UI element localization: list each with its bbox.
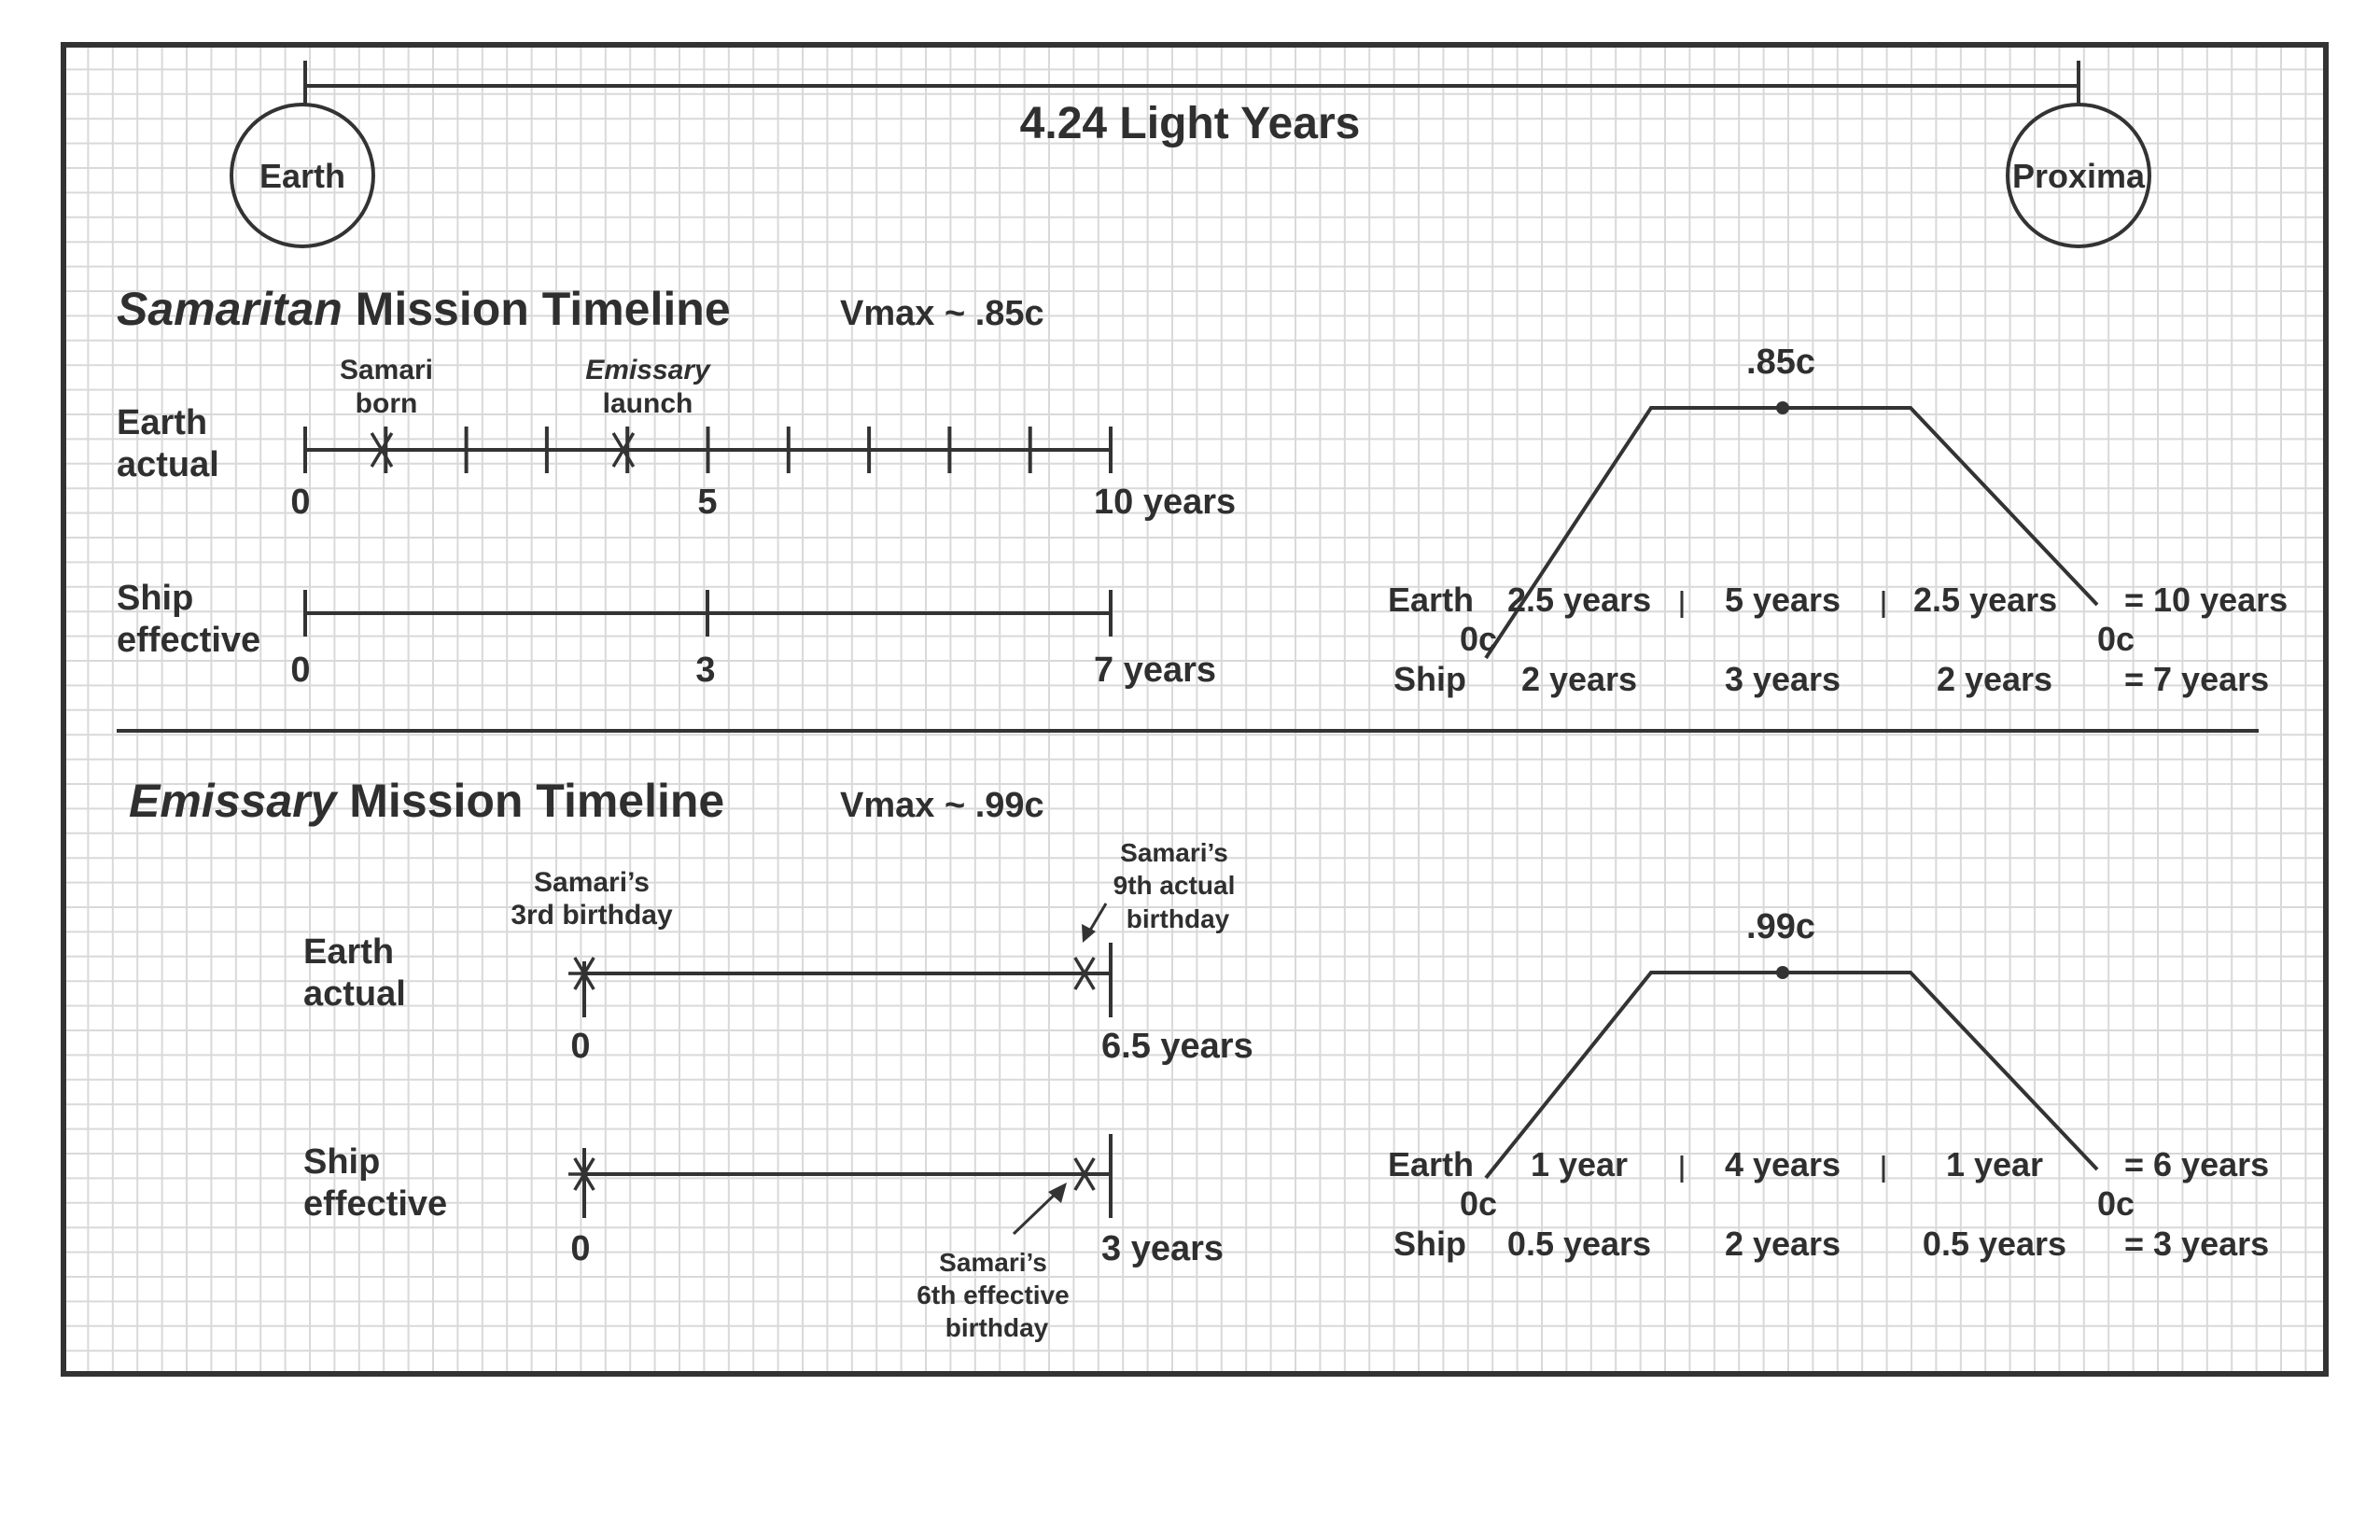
ninth-birthday-note-3: birthday [1126, 904, 1230, 933]
sixth-birthday-arrow [1014, 1183, 1067, 1234]
emissary-earth-label-2: actual [303, 974, 406, 1014]
sixth-birthday-note-3: birthday [945, 1313, 1049, 1342]
samaritan-ship-phase-1: 2 years [1520, 660, 1638, 698]
emissary-section [129, 775, 2269, 1342]
emissary-launch-label-2: launch [602, 388, 693, 419]
emissary-earth-label-1: Earth [303, 932, 395, 972]
samaritan-earth-phase-3: 2.5 years [1913, 581, 2058, 619]
samaritan-earth-label-1: Earth [117, 403, 208, 442]
ninth-birthday-arrow [1082, 903, 1106, 943]
samaritan-title-rest: Mission Timeline [342, 283, 731, 335]
emissary-velocity-profile [1388, 907, 2269, 1263]
samaritan-earth-phase-2: 5 years [1724, 581, 1841, 619]
samaritan-ship-tick-3: 3 [695, 651, 716, 690]
emissary-earth-phase-3: 1 year [1945, 1145, 2044, 1183]
emissary-profile-ship-label: Ship [1393, 1225, 1466, 1263]
samaritan-earth-tick-10: 10 years [1094, 483, 1237, 522]
samaritan-ship-phase-2: 3 years [1724, 660, 1841, 698]
emissary-vmax: Vmax ~ .99c [840, 786, 1044, 825]
samaritan-peak-label: .85c [1746, 343, 1815, 382]
emissary-earth-tick-end: 6.5 years [1101, 1027, 1253, 1066]
samaritan-earth-phase-1: 2.5 years [1507, 581, 1652, 619]
earth-node-label: Earth [259, 157, 346, 195]
emissary-start-velocity: 0c [1460, 1184, 1498, 1223]
samaritan-earth-tick-0: 0 [290, 483, 311, 522]
emissary-earth-total: = 6 years [2124, 1145, 2270, 1183]
emissary-ship-tick-0: 0 [570, 1229, 591, 1268]
samaritan-velocity-curve [1486, 408, 2097, 658]
emissary-ship-total: = 3 years [2124, 1225, 2270, 1263]
samaritan-ship-label-1: Ship [117, 579, 194, 618]
emissary-launch-label-1: Emissary [585, 355, 710, 385]
third-birthday-note-2: 3rd birthday [511, 900, 673, 931]
emissary-ship-tick-end: 3 years [1101, 1229, 1225, 1268]
ninth-birthday-note-2: 9th actual [1113, 871, 1236, 900]
samaritan-earth-tick-5: 5 [697, 483, 718, 522]
emissary-ship-phase-2: 2 years [1724, 1225, 1841, 1263]
samari-born-label-1: Samari [339, 355, 434, 385]
sixth-birthday-note-2: 6th effective [917, 1281, 1070, 1309]
emissary-ship-phase-3: 0.5 years [1922, 1225, 2067, 1263]
samari-born-label-2: born [355, 388, 418, 419]
samaritan-ship-total: = 7 years [2124, 660, 2270, 698]
proxima-node-label: Proxima [2011, 157, 2146, 195]
samaritan-title-italic: Samaritan [117, 283, 343, 335]
samaritan-vmax: Vmax ~ .85c [840, 294, 1044, 333]
emissary-ship-phase-1: 0.5 years [1506, 1225, 1652, 1263]
samaritan-ship-tick-0: 0 [290, 651, 311, 690]
emissary-title-rest: Mission Timeline [336, 775, 725, 827]
samaritan-title [117, 283, 731, 335]
samaritan-start-velocity: 0c [1460, 620, 1498, 658]
emissary-earth-phase-1: 1 year [1530, 1145, 1629, 1183]
emissary-ship-label-1: Ship [303, 1142, 381, 1182]
emissary-earth-tick-0: 0 [570, 1027, 591, 1066]
emissary-ship-label-2: effective [303, 1184, 448, 1224]
distance-label: 4.24 Light Years [1019, 99, 1361, 148]
emissary-end-velocity: 0c [2097, 1184, 2135, 1223]
samaritan-peak-dot [1776, 401, 1789, 414]
samaritan-ship-tick-7: 7 years [1094, 651, 1217, 690]
samaritan-ship-label-2: effective [117, 621, 261, 660]
samaritan-earth-label-2: actual [117, 445, 219, 484]
emissary-peak-label: .99c [1746, 907, 1815, 946]
third-birthday-note-1: Samari’s [534, 867, 650, 898]
samaritan-ship-phase-3: 2 years [1936, 660, 2053, 698]
emissary-earth-phase-2: 4 years [1724, 1145, 1841, 1183]
samaritan-profile-ship-label: Ship [1393, 660, 1466, 698]
samaritan-profile-earth-label: Earth [1388, 581, 1475, 619]
emissary-title [129, 775, 724, 827]
emissary-title-italic: Emissary [129, 775, 337, 827]
emissary-profile-earth-label: Earth [1388, 1145, 1475, 1183]
samaritan-earth-total: = 10 years [2124, 581, 2289, 619]
ninth-birthday-note-1: Samari’s [1120, 838, 1228, 867]
emissary-peak-dot [1776, 966, 1789, 979]
sixth-birthday-note-1: Samari’s [939, 1248, 1047, 1277]
samaritan-end-velocity: 0c [2097, 620, 2135, 658]
